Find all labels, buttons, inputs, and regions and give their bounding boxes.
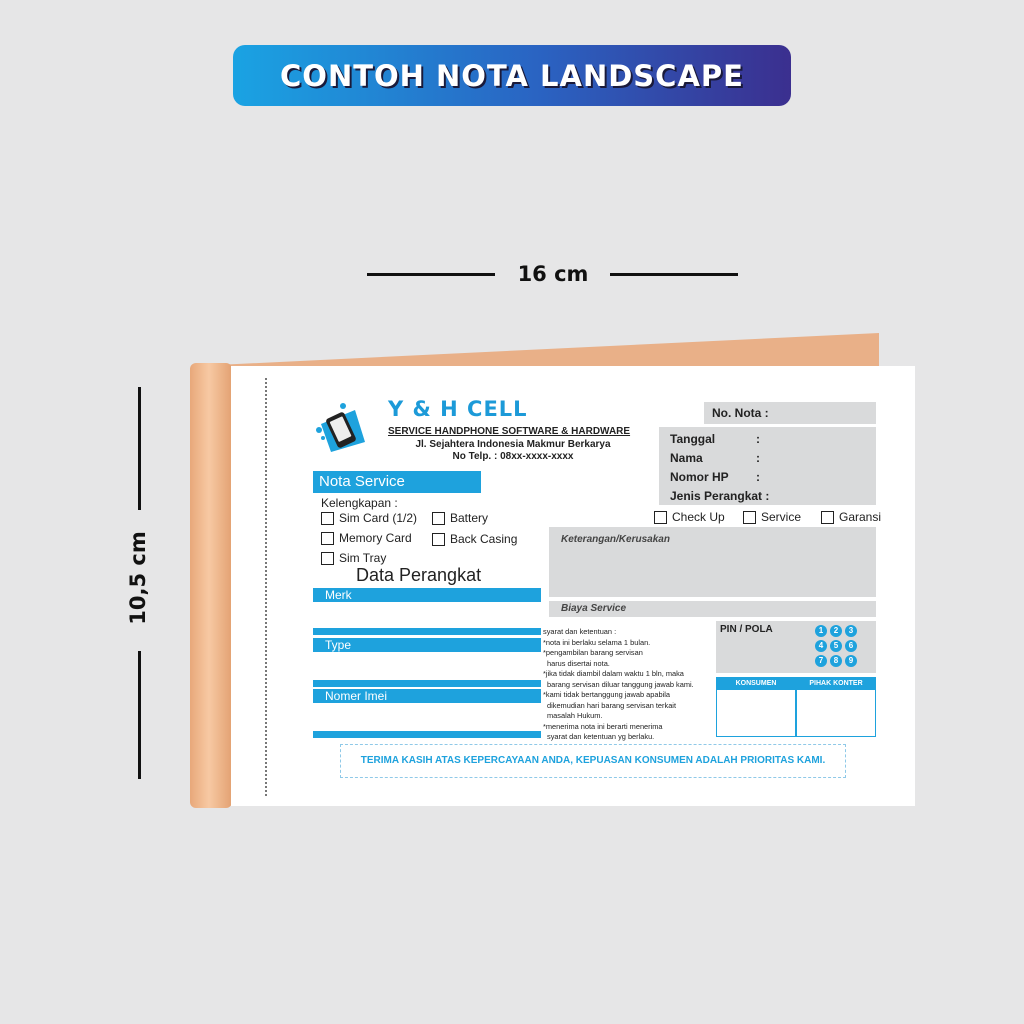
checkbox-sim-tray[interactable]: Sim Tray [321,551,386,565]
height-label: 10,5 cm [126,531,150,625]
footer-message: TERIMA KASIH ATAS KEPERCAYAAN ANDA, KEPUASAN KONSUMEN ADALAH PRIORITAS KAMI. [340,744,846,778]
kelengkapan-label: Kelengkapan : [321,496,398,510]
keterangan-field[interactable]: Keterangan/Kerusakan [549,527,876,597]
height-line-bottom [138,651,141,779]
info-colon: : [756,451,760,465]
width-label: 16 cm [517,262,589,286]
pin-dot[interactable]: 8 [830,655,842,667]
info-jenis-perangkat-label: Jenis Perangkat : [670,489,770,503]
field-imei-line[interactable] [313,731,541,738]
checkbox-back-casing[interactable]: Back Casing [432,532,517,546]
terms-line: *jika tidak diambil dalam waktu 1 bln, maka [543,669,684,678]
signature-pihak-konter[interactable] [796,677,876,737]
data-perangkat-title: Data Perangkat [356,565,482,585]
pin-dot[interactable]: 4 [815,640,827,652]
checkbox-box[interactable] [432,512,445,525]
info-colon: : [756,470,760,484]
signature-konsumen[interactable] [716,677,796,737]
checkbox-memory-card[interactable]: Memory Card [321,531,412,545]
checkbox-box[interactable] [321,512,334,525]
terms-line: *pengambilan barang servisan [543,648,643,657]
terms-line: *nota ini berlaku selama 1 bulan. [543,637,651,647]
terms-line: syarat dan ketentuan : [543,627,617,636]
pin-dot[interactable]: 5 [830,640,842,652]
pin-dot[interactable]: 6 [845,640,857,652]
height-line-top [138,387,141,510]
terms-line: masalah Hukum. [547,711,603,720]
width-line-left [367,273,495,276]
checkbox-box[interactable] [432,533,445,546]
checkbox-box[interactable] [654,511,667,524]
brand-address: Jl. Sejahtera Indonesia Makmur Berkarya [415,439,611,450]
pin-dot[interactable]: 2 [830,625,842,637]
checkbox-battery[interactable]: Battery [432,511,488,525]
perforation-line [265,378,267,796]
phone-repair-icon [313,402,369,454]
info-colon: : [756,432,760,446]
field-type-label: Type [313,638,541,652]
pin-dot[interactable]: 9 [845,655,857,667]
checkbox-box[interactable] [743,511,756,524]
pin-pola-label: PIN / POLA [720,624,773,635]
binding-spine [190,363,232,808]
info-tanggal-label: Tanggal [670,432,716,446]
banner-title: CONTOH NOTA LANDSCAPE [280,58,744,93]
terms-conditions [543,627,713,743]
terms-line: *kami tidak bertanggung jawab apabila [543,690,670,699]
field-imei-label: Nomer Imei [313,689,541,703]
field-merk-line[interactable] [313,628,541,635]
pin-dot[interactable]: 1 [815,625,827,637]
pin-dot[interactable]: 3 [845,625,857,637]
checkbox-box[interactable] [321,532,334,545]
checkbox-sim-card[interactable]: Sim Card (1/2) [321,511,417,525]
width-line-right [610,273,738,276]
no-nota-field[interactable]: No. Nota : [704,402,876,424]
biaya-service-field[interactable]: Biaya Service [549,601,876,617]
brand-phone: No Telp. : 08xx-xxxx-xxxx [452,451,574,462]
field-merk-label: Merk [313,588,541,602]
signature-pihak-konter-label: PIHAK KONTER [797,678,875,690]
terms-line: barang servisan diluar tanggung jawab kami. [547,679,694,689]
nota-service-title: Nota Service [313,471,481,493]
checkbox-box[interactable] [321,552,334,565]
terms-line: syarat dan ketentuan yg berlaku. [547,732,655,741]
field-type-line[interactable] [313,680,541,687]
terms-line: harus disertai nota. [547,658,610,668]
terms-line: *menerima nota ini berarti menerima [543,721,663,731]
terms-line: dikemudian hari barang servisan terkait [547,700,676,710]
signature-konsumen-label: KONSUMEN [717,678,795,690]
info-nama-label: Nama [670,451,703,465]
checkbox-box[interactable] [821,511,834,524]
checkbox-garansi[interactable]: Garansi [821,510,881,524]
brand-name: Y & H CELL [388,397,528,421]
info-nomor-hp-label: Nomor HP [670,470,729,484]
checkbox-service[interactable]: Service [743,510,801,524]
checkbox-check-up[interactable]: Check Up [654,510,725,524]
brand-tagline: SERVICE HANDPHONE SOFTWARE & HARDWARE [388,426,631,437]
pin-dot[interactable]: 7 [815,655,827,667]
title-banner [233,45,791,106]
